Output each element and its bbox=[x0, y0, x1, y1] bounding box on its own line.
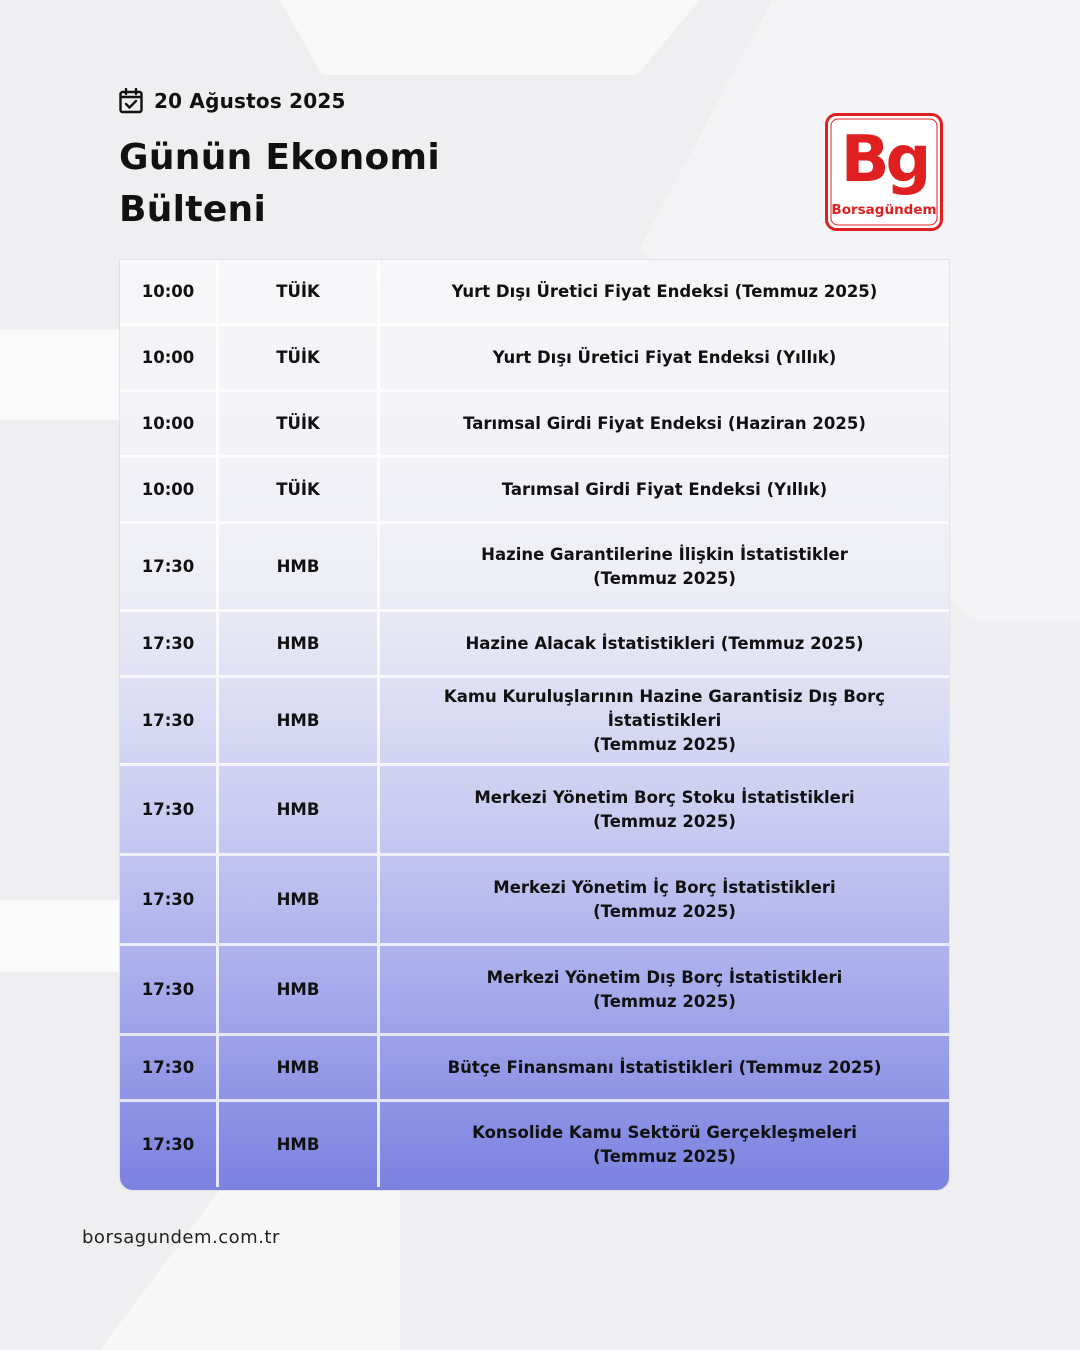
table-row bbox=[120, 1036, 949, 1102]
source-cell: HMB bbox=[219, 1102, 380, 1187]
indicator-cell: Kamu Kuruluşlarının Hazine Garantisiz Dış Borç İstatistikleri (Temmuz 2025) bbox=[443, 686, 886, 754]
indicator-cell: Merkezi Yönetim Borç Stoku İstatistikleri (Temmuz 2025) bbox=[474, 787, 855, 831]
table-row bbox=[120, 856, 949, 946]
table-row bbox=[120, 946, 949, 1036]
source-cell: TÜİK bbox=[219, 392, 380, 455]
header bbox=[119, 86, 346, 116]
indicator-cell: Tarımsal Girdi Fiyat Endeksi (Yıllık) bbox=[501, 479, 828, 499]
time-cell: 17:30 bbox=[120, 612, 219, 675]
indicator-cell: Yurt Dışı Üretici Fiyat Endeksi (Yıllık) bbox=[492, 347, 837, 367]
time-cell: 10:00 bbox=[120, 326, 219, 389]
table-row bbox=[120, 524, 949, 612]
table-row bbox=[120, 678, 949, 766]
table-row bbox=[120, 326, 949, 392]
time-cell: 17:30 bbox=[120, 766, 219, 853]
table-row bbox=[120, 392, 949, 458]
website-footer: borsagundem.com.tr bbox=[82, 1227, 280, 1248]
indicator-cell: Tarımsal Girdi Fiyat Endeksi (Haziran 2025) bbox=[463, 413, 866, 433]
indicator-cell: Hazine Garantilerine İlişkin İstatistikler (Temmuz 2025) bbox=[481, 544, 848, 588]
background-shape bbox=[280, 0, 700, 75]
calendar-check-icon bbox=[119, 88, 143, 114]
page-title bbox=[119, 132, 479, 236]
table-row bbox=[120, 612, 949, 678]
background-shape bbox=[100, 1190, 400, 1350]
time-cell: 10:00 bbox=[120, 392, 219, 455]
source-cell: HMB bbox=[219, 524, 380, 609]
source-cell: TÜİK bbox=[219, 458, 380, 521]
indicator-cell: Merkezi Yönetim İç Borç İstatistikleri (Temmuz 2025) bbox=[493, 877, 836, 921]
source-cell: TÜİK bbox=[219, 260, 380, 323]
indicator-cell: Yurt Dışı Üretici Fiyat Endeksi (Temmuz 2025) bbox=[451, 281, 878, 301]
indicator-cell: Konsolide Kamu Sektörü Gerçekleşmeleri (Temmuz 2025) bbox=[472, 1122, 857, 1166]
time-cell: 17:30 bbox=[120, 856, 219, 943]
time-cell: 17:30 bbox=[120, 1036, 219, 1099]
indicator-cell: Merkezi Yönetim Dış Borç İstatistikleri (Temmuz 2025) bbox=[486, 967, 843, 1011]
borsagundem-logo bbox=[825, 113, 943, 231]
source-cell: TÜİK bbox=[219, 326, 380, 389]
time-cell: 17:30 bbox=[120, 678, 219, 763]
source-cell: HMB bbox=[219, 1036, 380, 1099]
source-cell: HMB bbox=[219, 766, 380, 853]
time-cell: 10:00 bbox=[120, 260, 219, 323]
source-cell: HMB bbox=[219, 678, 380, 763]
source-cell: HMB bbox=[219, 946, 380, 1033]
date-label: 20 Ağustos 2025 bbox=[154, 89, 346, 113]
logo-letters: Bg bbox=[840, 123, 928, 197]
date-row bbox=[119, 86, 346, 116]
time-cell: 10:00 bbox=[120, 458, 219, 521]
table-row bbox=[120, 458, 949, 524]
time-cell: 17:30 bbox=[120, 946, 219, 1033]
table-row bbox=[120, 766, 949, 856]
source-cell: HMB bbox=[219, 856, 380, 943]
indicator-cell: Bütçe Finansmanı İstatistikleri (Temmuz 2025) bbox=[447, 1057, 882, 1077]
source-cell: HMB bbox=[219, 612, 380, 675]
time-cell: 17:30 bbox=[120, 524, 219, 609]
logo-brand: Borsagündem bbox=[831, 202, 937, 218]
title-line-1: Günün Ekonomi bbox=[119, 137, 441, 178]
indicator-cell: Hazine Alacak İstatistikleri (Temmuz 2025) bbox=[465, 633, 864, 653]
time-cell: 17:30 bbox=[120, 1102, 219, 1187]
table-row bbox=[120, 260, 949, 326]
title-line-2: Bülteni bbox=[119, 189, 267, 230]
bulletin-table bbox=[119, 259, 950, 1191]
table-row bbox=[120, 1102, 949, 1187]
